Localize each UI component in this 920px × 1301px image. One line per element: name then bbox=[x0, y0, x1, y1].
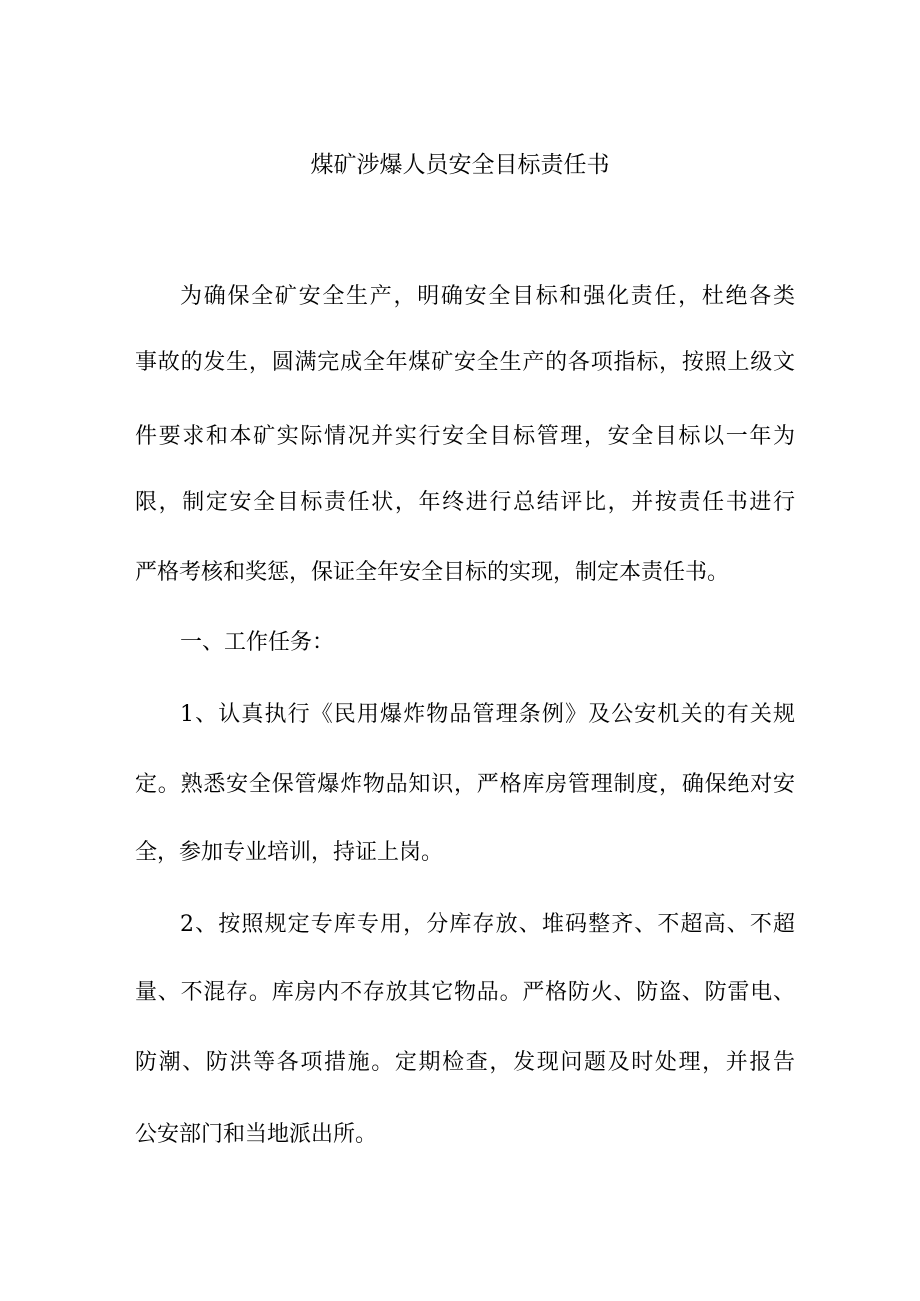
paragraph-line: 量、不混存。库房内不存放其它物品。严格防火、防盗、防雷电、 bbox=[135, 980, 795, 1005]
paragraph-line: 全，参加专业培训，持证上岗。 bbox=[135, 840, 444, 865]
paragraph-line: 事故的发生，圆满完成全年煤矿安全生产的各项指标，按照上级文 bbox=[135, 350, 795, 375]
section-heading: 一、工作任务： bbox=[180, 630, 335, 655]
paragraph-line: 定。熟悉安全保管爆炸物品知识，严格库房管理制度，确保绝对安 bbox=[135, 772, 795, 797]
paragraph-line: 防潮、防洪等各项措施。定期检查，发现问题及时处理，并报告 bbox=[135, 1050, 795, 1075]
paragraph-line: 件要求和本矿实际情况并实行安全目标管理，安全目标以一年为 bbox=[135, 424, 795, 449]
paragraph-line: 1、认真执行《民用爆炸物品管理条例》及公安机关的有关规 bbox=[180, 702, 795, 727]
paragraph-line: 严格考核和奖惩，保证全年安全目标的实现，制定本责任书。 bbox=[135, 560, 730, 585]
paragraph-line: 限，制定安全目标责任状，年终进行总结评比，并按责任书进行 bbox=[135, 490, 795, 515]
document-title: 煤矿涉爆人员安全目标责任书 bbox=[310, 152, 610, 178]
paragraph-line: 为确保全矿安全生产，明确安全目标和强化责任，杜绝各类 bbox=[180, 284, 795, 309]
paragraph-line: 公安部门和当地派出所。 bbox=[135, 1122, 378, 1147]
paragraph-line: 2、按照规定专库专用，分库存放、堆码整齐、不超高、不超 bbox=[180, 912, 795, 937]
